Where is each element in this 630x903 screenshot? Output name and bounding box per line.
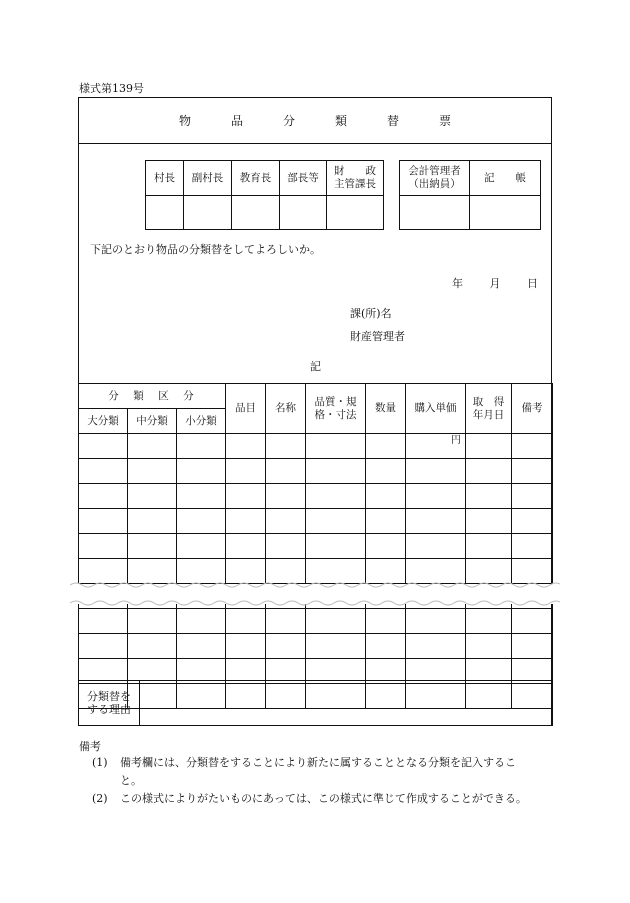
notes-title: 備考	[79, 740, 101, 753]
header-quality: 品質・規 格・寸法	[306, 384, 366, 434]
stamp-cell[interactable]	[184, 196, 232, 230]
note-2-number: (2)	[92, 792, 108, 805]
header-item: 品目	[226, 384, 266, 434]
stamp-cell[interactable]	[327, 196, 384, 230]
cell[interactable]	[306, 609, 366, 634]
cell[interactable]	[512, 459, 553, 484]
cell[interactable]	[266, 459, 306, 484]
cell[interactable]	[226, 509, 266, 534]
cell[interactable]	[79, 434, 128, 459]
cell[interactable]	[306, 509, 366, 534]
header-village-head: 村長	[146, 161, 184, 196]
cell[interactable]	[366, 534, 406, 559]
cell[interactable]	[406, 509, 466, 534]
cell[interactable]	[128, 609, 177, 634]
cell[interactable]	[226, 484, 266, 509]
cell[interactable]	[79, 509, 128, 534]
table-row	[79, 634, 553, 659]
header-remarks: 備考	[512, 384, 553, 434]
cell[interactable]	[512, 534, 553, 559]
cell[interactable]	[466, 534, 512, 559]
cell[interactable]	[177, 534, 226, 559]
cell[interactable]	[177, 434, 226, 459]
header-unit-price: 購入単価	[406, 384, 466, 434]
cell[interactable]	[226, 534, 266, 559]
cell[interactable]	[466, 609, 512, 634]
stamp-cell[interactable]	[280, 196, 327, 230]
cell[interactable]	[366, 434, 406, 459]
cell[interactable]	[366, 609, 406, 634]
cell[interactable]	[406, 484, 466, 509]
table-row	[79, 484, 553, 509]
cell[interactable]	[306, 434, 366, 459]
cell[interactable]	[177, 509, 226, 534]
cell[interactable]	[366, 484, 406, 509]
header-deputy-village-head: 副村長	[184, 161, 232, 196]
cell[interactable]	[306, 484, 366, 509]
note-1-continued: と。	[120, 774, 142, 787]
table-row	[79, 459, 553, 484]
cell[interactable]	[366, 634, 406, 659]
header-bookkeeping: 記 帳	[470, 161, 541, 196]
date-line	[452, 275, 538, 291]
cell[interactable]	[177, 459, 226, 484]
approval-table	[145, 160, 384, 230]
header-acquisition-date: 取 得 年月日	[466, 384, 512, 434]
note-2	[92, 790, 527, 808]
header-middle-class: 中分類	[128, 409, 177, 434]
cell[interactable]	[226, 609, 266, 634]
header-finance-chief: 財 政 主管課長	[327, 161, 384, 196]
note-1-number: (1)	[92, 756, 108, 769]
form-title: 物 品 分 類 替 票	[178, 113, 465, 128]
cell[interactable]	[406, 609, 466, 634]
cell[interactable]	[406, 534, 466, 559]
cell[interactable]	[466, 459, 512, 484]
cell[interactable]	[512, 484, 553, 509]
cell[interactable]	[266, 484, 306, 509]
cell[interactable]	[226, 459, 266, 484]
cell[interactable]	[226, 634, 266, 659]
request-text: 下記のとおり物品の分類替をしてよろしいか。	[90, 243, 321, 256]
department-label: 課(所)名	[350, 307, 392, 320]
items-table	[78, 383, 553, 709]
cell[interactable]	[366, 459, 406, 484]
table-row	[79, 534, 553, 559]
cell[interactable]	[128, 534, 177, 559]
omission-break	[70, 576, 560, 612]
cell[interactable]	[177, 634, 226, 659]
accounting-approval-table	[399, 160, 541, 230]
stamp-cell[interactable]	[232, 196, 280, 230]
cell[interactable]	[512, 609, 553, 634]
cell[interactable]	[406, 459, 466, 484]
ki-label: 記	[310, 360, 321, 373]
cell[interactable]	[266, 609, 306, 634]
cell[interactable]	[512, 509, 553, 534]
cell[interactable]	[466, 484, 512, 509]
header-minor-class: 小分類	[177, 409, 226, 434]
cell[interactable]	[128, 509, 177, 534]
cell[interactable]	[306, 459, 366, 484]
cell[interactable]	[177, 484, 226, 509]
cell[interactable]	[79, 534, 128, 559]
header-department-head: 部長等	[280, 161, 327, 196]
cell[interactable]	[266, 509, 306, 534]
table-row	[79, 434, 553, 459]
cell[interactable]	[366, 509, 406, 534]
cell[interactable]	[79, 609, 128, 634]
date-month: 月	[489, 277, 501, 290]
date-year: 年	[452, 277, 463, 290]
cell[interactable]	[466, 634, 512, 659]
header-quantity: 数量	[366, 384, 406, 434]
table-row	[79, 609, 553, 634]
cell[interactable]	[177, 609, 226, 634]
header-classification: 分 類 区 分	[79, 384, 226, 409]
reason-label: 分類替を する理由	[79, 681, 140, 726]
cell[interactable]	[79, 484, 128, 509]
stamp-cell[interactable]	[400, 196, 470, 230]
stamp-cell[interactable]	[470, 196, 541, 230]
header-accounting-manager: 会計管理者 （出納員）	[400, 161, 470, 196]
cell[interactable]	[128, 434, 177, 459]
cell[interactable]	[79, 459, 128, 484]
cell[interactable]	[128, 634, 177, 659]
form-number: 様式第139号	[79, 82, 144, 95]
cell[interactable]	[128, 459, 177, 484]
cell[interactable]	[306, 534, 366, 559]
header-superintendent: 教育長	[232, 161, 280, 196]
note-1	[92, 754, 516, 772]
cell[interactable]	[266, 534, 306, 559]
header-name: 名称	[266, 384, 306, 434]
cell[interactable]	[406, 634, 466, 659]
table-row	[79, 509, 553, 534]
cell[interactable]	[466, 509, 512, 534]
cell[interactable]	[128, 484, 177, 509]
property-manager-label: 財産管理者	[350, 330, 405, 343]
yen-unit: 円	[406, 434, 466, 459]
cell[interactable]	[306, 634, 366, 659]
cell[interactable]	[79, 634, 128, 659]
cell[interactable]	[512, 634, 553, 659]
header-major-class: 大分類	[79, 409, 128, 434]
cell[interactable]	[266, 434, 306, 459]
date-day: 日	[527, 277, 538, 290]
note-1-text: 備考欄には、分類替をすることにより新たに属することとなる分類を記入するこ	[120, 756, 516, 769]
cell[interactable]	[226, 434, 266, 459]
title-row	[78, 97, 552, 144]
note-2-text: この様式によりがたいものにあっては、この様式に準じて作成することができる。	[120, 792, 527, 805]
reason-table	[78, 680, 553, 726]
cell[interactable]	[466, 434, 512, 459]
cell[interactable]	[266, 634, 306, 659]
stamp-cell[interactable]	[146, 196, 184, 230]
cell[interactable]	[512, 434, 553, 459]
reason-input-cell[interactable]	[140, 681, 553, 726]
